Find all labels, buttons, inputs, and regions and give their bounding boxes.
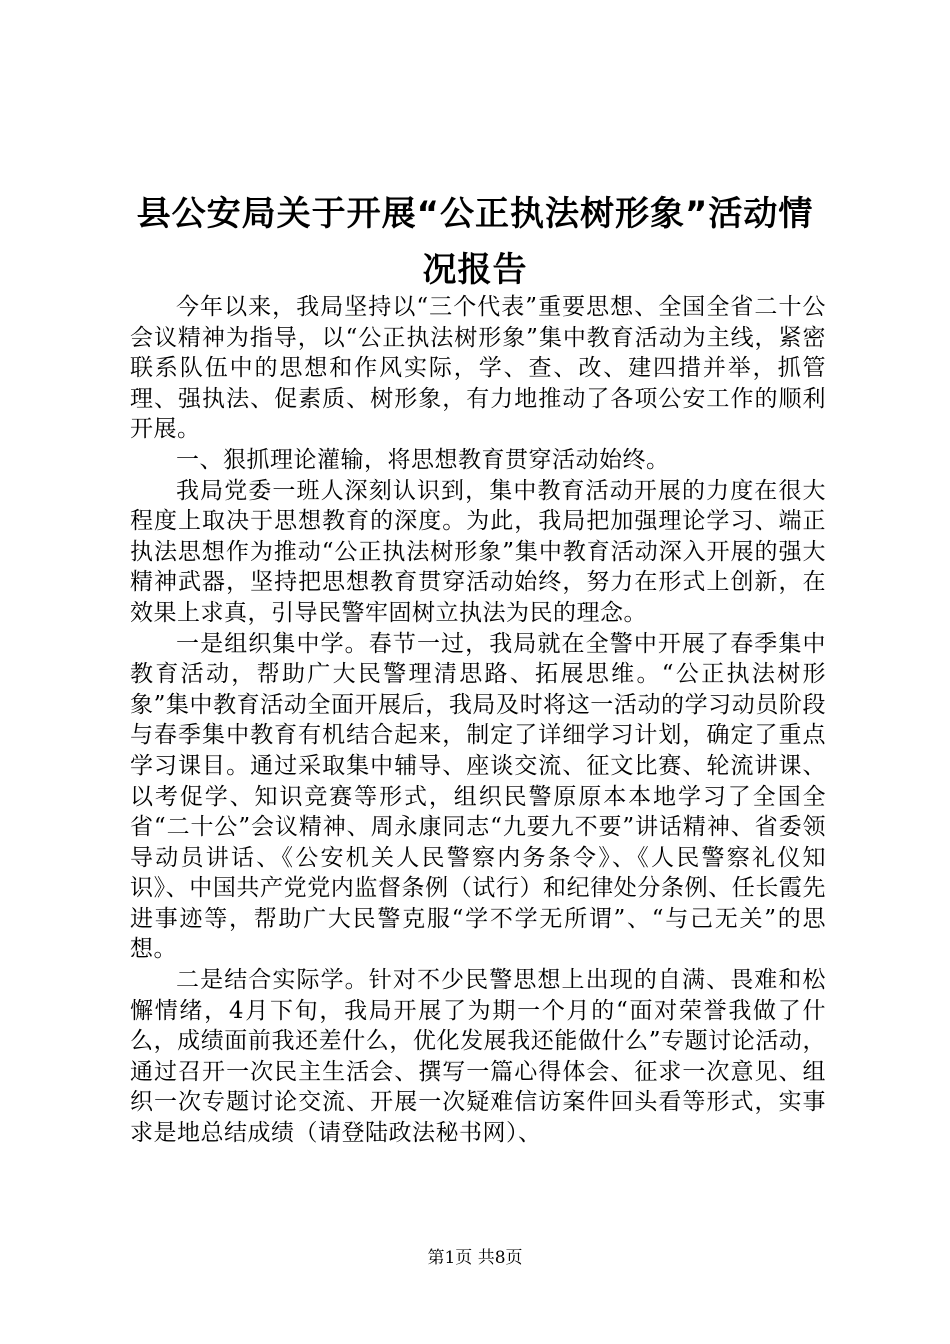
title-line-2: 况报告 — [422, 250, 528, 290]
paragraph-point-1: 一是组织集中学。春节一过，我局就在全警中开展了春季集中教育活动，帮助广大民警理清思路、拓展思维。“公正执法树形象”集中教育活动全面开展后，我局及时将这一活动的学习动员阶段与春季集中教育有机结合起来，制定了详细学习计划，确定了重点学习课目。通过采取集中辅导、座谈交流、征文比赛、轮流讲课、以考促学、知识竞赛等形式，组织民警原原本本地学习了全国全省“二十公”会议精神、周永康同志“九要九不要”讲话精神、省委领导动员讲话、《公安机关人民警察内务条令》、《人民警察礼仪知识》、中国共产党党内监督条例（试行）和纪律处分条例、任长霞先进事迹等，帮助广大民警克服“学不学无所谓”、“与己无关”的思想。 — [130, 630, 826, 963]
document-body — [130, 292, 826, 1149]
paragraph-section-1: 我局党委一班人深刻认识到，集中教育活动开展的力度在很大程度上取决于思想教育的深度。为此，我局把加强理论学习、端正执法思想作为推动“公正执法树形象”集中教育活动深入开展的强大精神武器，坚持把思想教育贯穿活动始终，努力在形式上创新，在效果上求真，引导民警牢固树立执法为民的理念。 — [130, 477, 826, 626]
paragraph-point-2: 二是结合实际学。针对不少民警思想上出现的自满、畏难和松懈情绪，4月下旬，我局开展了为期一个月的“面对荣誉我做了什么，成绩面前我还差什么，优化发展我还能做什么”专题讨论活动，通过召开一次民主生活会、撰写一篇心得体会、征求一次意见、组织一次专题讨论交流、开展一次疑难信访案件回头看等形式，实事求是地总结成绩（请登陆政法秘书网）、 — [130, 967, 826, 1147]
title-line-1: 县公安局关于开展“公正执法树形象”活动情 — [136, 194, 814, 234]
page-number-footer: 第1页 共8页 — [427, 1248, 523, 1268]
paragraph-intro: 今年以来，我局坚持以“三个代表”重要思想、全国全省二十公会议精神为指导，以“公正执法树形象”集中教育活动为主线，紧密联系队伍中的思想和作风实际，学、查、改、建四措并举，抓管理、强执法、促素质、树形象，有力地推动了各项公安工作的顺利开展。 — [130, 294, 826, 443]
document-title — [100, 186, 850, 298]
section-heading-1: 一、狠抓理论灌输，将思想教育贯穿活动始终。 — [176, 446, 670, 473]
